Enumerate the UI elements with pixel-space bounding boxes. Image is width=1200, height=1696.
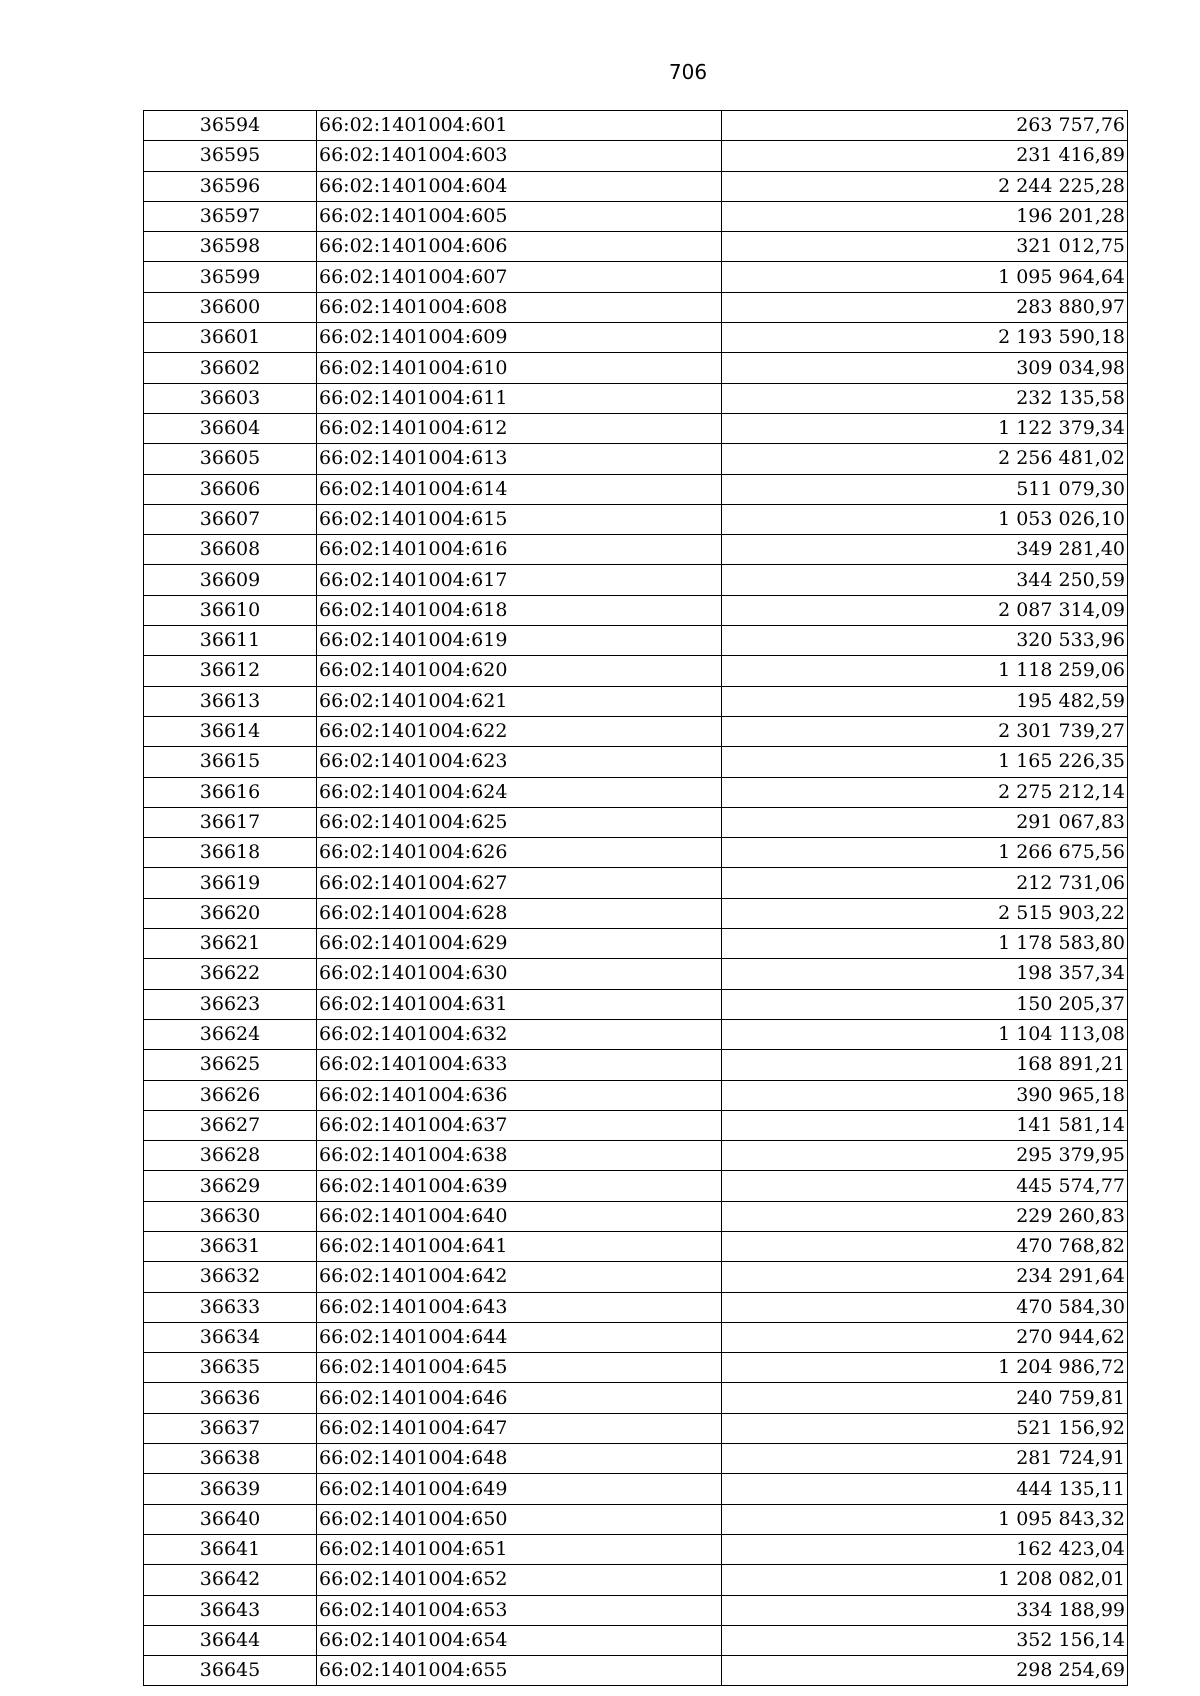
- table-row: [144, 111, 1128, 141]
- cadastral-value-table: [143, 110, 1128, 1686]
- row-number-cell: 36641: [144, 1534, 317, 1564]
- cadastral-value-cell: 344 250,59: [722, 565, 1128, 595]
- row-number-cell: 36635: [144, 1353, 317, 1383]
- cadastral-value-cell: 291 067,83: [722, 807, 1128, 837]
- table-row: [144, 1353, 1128, 1383]
- row-number-cell: 36607: [144, 504, 317, 534]
- table-row: [144, 1534, 1128, 1564]
- cadastral-value-cell: 470 584,30: [722, 1292, 1128, 1322]
- cadastral-number-cell: 66:02:1401004:608: [317, 292, 722, 322]
- table-row: [144, 868, 1128, 898]
- table-row: [144, 292, 1128, 322]
- row-number-cell: 36611: [144, 626, 317, 656]
- cadastral-value-cell: 2 301 739,27: [722, 716, 1128, 746]
- cadastral-number-cell: 66:02:1401004:610: [317, 353, 722, 383]
- cadastral-value-cell: 320 533,96: [722, 626, 1128, 656]
- cadastral-value-cell: 321 012,75: [722, 232, 1128, 262]
- cadastral-value-cell: 240 759,81: [722, 1383, 1128, 1413]
- cadastral-number-cell: 66:02:1401004:612: [317, 413, 722, 443]
- cadastral-number-cell: 66:02:1401004:655: [317, 1656, 722, 1686]
- cadastral-value-cell: 141 581,14: [722, 1110, 1128, 1140]
- table-row: [144, 1625, 1128, 1655]
- cadastral-value-cell: 1 266 675,56: [722, 838, 1128, 868]
- cadastral-number-cell: 66:02:1401004:630: [317, 959, 722, 989]
- row-number-cell: 36640: [144, 1504, 317, 1534]
- cadastral-number-cell: 66:02:1401004:616: [317, 535, 722, 565]
- row-number-cell: 36619: [144, 868, 317, 898]
- row-number-cell: 36603: [144, 383, 317, 413]
- table-row: [144, 1019, 1128, 1049]
- table-row: [144, 1413, 1128, 1443]
- cadastral-number-cell: 66:02:1401004:601: [317, 111, 722, 141]
- row-number-cell: 36604: [144, 413, 317, 443]
- table-row: [144, 1383, 1128, 1413]
- row-number-cell: 36600: [144, 292, 317, 322]
- cadastral-number-cell: 66:02:1401004:644: [317, 1322, 722, 1352]
- row-number-cell: 36605: [144, 444, 317, 474]
- cadastral-number-cell: 66:02:1401004:640: [317, 1201, 722, 1231]
- cadastral-number-cell: 66:02:1401004:646: [317, 1383, 722, 1413]
- table-row: [144, 777, 1128, 807]
- row-number-cell: 36613: [144, 686, 317, 716]
- row-number-cell: 36597: [144, 201, 317, 231]
- cadastral-value-cell: 511 079,30: [722, 474, 1128, 504]
- cadastral-value-cell: 281 724,91: [722, 1444, 1128, 1474]
- cadastral-value-cell: 2 256 481,02: [722, 444, 1128, 474]
- cadastral-number-cell: 66:02:1401004:620: [317, 656, 722, 686]
- cadastral-number-cell: 66:02:1401004:624: [317, 777, 722, 807]
- cadastral-value-cell: 234 291,64: [722, 1262, 1128, 1292]
- cadastral-value-cell: 195 482,59: [722, 686, 1128, 716]
- cadastral-value-cell: 2 087 314,09: [722, 595, 1128, 625]
- cadastral-number-cell: 66:02:1401004:625: [317, 807, 722, 837]
- cadastral-number-cell: 66:02:1401004:627: [317, 868, 722, 898]
- cadastral-number-cell: 66:02:1401004:633: [317, 1050, 722, 1080]
- cadastral-value-cell: 1 165 226,35: [722, 747, 1128, 777]
- row-number-cell: 36632: [144, 1262, 317, 1292]
- cadastral-value-cell: 2 275 212,14: [722, 777, 1128, 807]
- cadastral-value-cell: 1 095 843,32: [722, 1504, 1128, 1534]
- cadastral-value-cell: 283 880,97: [722, 292, 1128, 322]
- row-number-cell: 36629: [144, 1171, 317, 1201]
- table-row: [144, 171, 1128, 201]
- cadastral-value-cell: 198 357,34: [722, 959, 1128, 989]
- table-row: [144, 1201, 1128, 1231]
- cadastral-number-cell: 66:02:1401004:653: [317, 1595, 722, 1625]
- row-number-cell: 36626: [144, 1080, 317, 1110]
- cadastral-value-cell: 1 204 986,72: [722, 1353, 1128, 1383]
- table-row: [144, 1110, 1128, 1140]
- row-number-cell: 36638: [144, 1444, 317, 1474]
- row-number-cell: 36599: [144, 262, 317, 292]
- cadastral-number-cell: 66:02:1401004:626: [317, 838, 722, 868]
- cadastral-number-cell: 66:02:1401004:617: [317, 565, 722, 595]
- cadastral-value-cell: 270 944,62: [722, 1322, 1128, 1352]
- row-number-cell: 36625: [144, 1050, 317, 1080]
- cadastral-value-cell: 232 135,58: [722, 383, 1128, 413]
- cadastral-number-cell: 66:02:1401004:632: [317, 1019, 722, 1049]
- cadastral-value-cell: 445 574,77: [722, 1171, 1128, 1201]
- table-row: [144, 504, 1128, 534]
- cadastral-value-cell: 1 104 113,08: [722, 1019, 1128, 1049]
- cadastral-number-cell: 66:02:1401004:603: [317, 141, 722, 171]
- row-number-cell: 36630: [144, 1201, 317, 1231]
- cadastral-number-cell: 66:02:1401004:650: [317, 1504, 722, 1534]
- page-number: 706: [668, 60, 708, 84]
- table-row: [144, 1444, 1128, 1474]
- table-row: [144, 929, 1128, 959]
- table-row: [144, 989, 1128, 1019]
- table-row: [144, 838, 1128, 868]
- cadastral-value-cell: 298 254,69: [722, 1656, 1128, 1686]
- table-row: [144, 1262, 1128, 1292]
- cadastral-number-cell: 66:02:1401004:636: [317, 1080, 722, 1110]
- row-number-cell: 36601: [144, 323, 317, 353]
- cadastral-number-cell: 66:02:1401004:628: [317, 898, 722, 928]
- table-row: [144, 565, 1128, 595]
- cadastral-number-cell: 66:02:1401004:622: [317, 716, 722, 746]
- table-row: [144, 716, 1128, 746]
- cadastral-value-cell: 470 768,82: [722, 1231, 1128, 1261]
- cadastral-number-cell: 66:02:1401004:654: [317, 1625, 722, 1655]
- row-number-cell: 36637: [144, 1413, 317, 1443]
- cadastral-number-cell: 66:02:1401004:647: [317, 1413, 722, 1443]
- row-number-cell: 36595: [144, 141, 317, 171]
- cadastral-number-cell: 66:02:1401004:631: [317, 989, 722, 1019]
- table-row: [144, 413, 1128, 443]
- row-number-cell: 36645: [144, 1656, 317, 1686]
- table-row: [144, 1474, 1128, 1504]
- row-number-cell: 36602: [144, 353, 317, 383]
- cadastral-value-cell: 521 156,92: [722, 1413, 1128, 1443]
- cadastral-value-cell: 349 281,40: [722, 535, 1128, 565]
- cadastral-number-cell: 66:02:1401004:629: [317, 929, 722, 959]
- cadastral-number-cell: 66:02:1401004:641: [317, 1231, 722, 1261]
- table-row: [144, 747, 1128, 777]
- cadastral-value-cell: 2 193 590,18: [722, 323, 1128, 353]
- row-number-cell: 36642: [144, 1565, 317, 1595]
- table-row: [144, 1595, 1128, 1625]
- row-number-cell: 36623: [144, 989, 317, 1019]
- row-number-cell: 36596: [144, 171, 317, 201]
- table-body: [144, 111, 1128, 1686]
- cadastral-value-cell: 1 053 026,10: [722, 504, 1128, 534]
- cadastral-number-cell: 66:02:1401004:651: [317, 1534, 722, 1564]
- cadastral-value-cell: 1 095 964,64: [722, 262, 1128, 292]
- cadastral-value-cell: 229 260,83: [722, 1201, 1128, 1231]
- table-row: [144, 323, 1128, 353]
- cadastral-number-cell: 66:02:1401004:611: [317, 383, 722, 413]
- row-number-cell: 36631: [144, 1231, 317, 1261]
- table-row: [144, 201, 1128, 231]
- table-row: [144, 141, 1128, 171]
- cadastral-value-cell: 150 205,37: [722, 989, 1128, 1019]
- table-row: [144, 535, 1128, 565]
- cadastral-number-cell: 66:02:1401004:614: [317, 474, 722, 504]
- table-row: [144, 686, 1128, 716]
- row-number-cell: 36598: [144, 232, 317, 262]
- cadastral-value-cell: 444 135,11: [722, 1474, 1128, 1504]
- row-number-cell: 36615: [144, 747, 317, 777]
- row-number-cell: 36609: [144, 565, 317, 595]
- table-row: [144, 959, 1128, 989]
- cadastral-number-cell: 66:02:1401004:604: [317, 171, 722, 201]
- cadastral-number-cell: 66:02:1401004:642: [317, 1262, 722, 1292]
- row-number-cell: 36624: [144, 1019, 317, 1049]
- table-row: [144, 1322, 1128, 1352]
- cadastral-number-cell: 66:02:1401004:652: [317, 1565, 722, 1595]
- table-row: [144, 444, 1128, 474]
- table-row: [144, 807, 1128, 837]
- cadastral-value-cell: 352 156,14: [722, 1625, 1128, 1655]
- cadastral-number-cell: 66:02:1401004:607: [317, 262, 722, 292]
- table-row: [144, 1504, 1128, 1534]
- cadastral-value-cell: 1 178 583,80: [722, 929, 1128, 959]
- cadastral-value-cell: 162 423,04: [722, 1534, 1128, 1564]
- cadastral-number-cell: 66:02:1401004:605: [317, 201, 722, 231]
- cadastral-number-cell: 66:02:1401004:621: [317, 686, 722, 716]
- table-row: [144, 1050, 1128, 1080]
- cadastral-number-cell: 66:02:1401004:637: [317, 1110, 722, 1140]
- row-number-cell: 36636: [144, 1383, 317, 1413]
- table-row: [144, 626, 1128, 656]
- row-number-cell: 36608: [144, 535, 317, 565]
- row-number-cell: 36620: [144, 898, 317, 928]
- cadastral-number-cell: 66:02:1401004:638: [317, 1141, 722, 1171]
- cadastral-value-cell: 263 757,76: [722, 111, 1128, 141]
- row-number-cell: 36617: [144, 807, 317, 837]
- row-number-cell: 36612: [144, 656, 317, 686]
- table-row: [144, 1080, 1128, 1110]
- cadastral-number-cell: 66:02:1401004:613: [317, 444, 722, 474]
- cadastral-value-cell: 295 379,95: [722, 1141, 1128, 1171]
- cadastral-number-cell: 66:02:1401004:639: [317, 1171, 722, 1201]
- cadastral-value-cell: 168 891,21: [722, 1050, 1128, 1080]
- row-number-cell: 36634: [144, 1322, 317, 1352]
- cadastral-number-cell: 66:02:1401004:619: [317, 626, 722, 656]
- cadastral-value-cell: 2 244 225,28: [722, 171, 1128, 201]
- table-row: [144, 1231, 1128, 1261]
- cadastral-value-cell: 2 515 903,22: [722, 898, 1128, 928]
- row-number-cell: 36606: [144, 474, 317, 504]
- cadastral-number-cell: 66:02:1401004:623: [317, 747, 722, 777]
- table-row: [144, 1565, 1128, 1595]
- cadastral-value-cell: 212 731,06: [722, 868, 1128, 898]
- row-number-cell: 36594: [144, 111, 317, 141]
- table-row: [144, 1292, 1128, 1322]
- row-number-cell: 36628: [144, 1141, 317, 1171]
- row-number-cell: 36644: [144, 1625, 317, 1655]
- row-number-cell: 36639: [144, 1474, 317, 1504]
- cadastral-number-cell: 66:02:1401004:618: [317, 595, 722, 625]
- table-row: [144, 383, 1128, 413]
- cadastral-value-cell: 1 208 082,01: [722, 1565, 1128, 1595]
- cadastral-value-cell: 390 965,18: [722, 1080, 1128, 1110]
- cadastral-number-cell: 66:02:1401004:648: [317, 1444, 722, 1474]
- row-number-cell: 36622: [144, 959, 317, 989]
- cadastral-value-cell: 1 118 259,06: [722, 656, 1128, 686]
- table-row: [144, 353, 1128, 383]
- table-row: [144, 1141, 1128, 1171]
- cadastral-value-cell: 196 201,28: [722, 201, 1128, 231]
- table-row: [144, 1656, 1128, 1686]
- cadastral-number-cell: 66:02:1401004:606: [317, 232, 722, 262]
- row-number-cell: 36614: [144, 716, 317, 746]
- row-number-cell: 36616: [144, 777, 317, 807]
- cadastral-number-cell: 66:02:1401004:645: [317, 1353, 722, 1383]
- cadastral-number-cell: 66:02:1401004:649: [317, 1474, 722, 1504]
- table-row: [144, 656, 1128, 686]
- cadastral-number-cell: 66:02:1401004:609: [317, 323, 722, 353]
- table-row: [144, 595, 1128, 625]
- table-row: [144, 262, 1128, 292]
- table-row: [144, 898, 1128, 928]
- cadastral-value-cell: 334 188,99: [722, 1595, 1128, 1625]
- row-number-cell: 36643: [144, 1595, 317, 1625]
- cadastral-value-cell: 1 122 379,34: [722, 413, 1128, 443]
- row-number-cell: 36610: [144, 595, 317, 625]
- table-row: [144, 1171, 1128, 1201]
- cadastral-number-cell: 66:02:1401004:615: [317, 504, 722, 534]
- cadastral-value-cell: 231 416,89: [722, 141, 1128, 171]
- cadastral-number-cell: 66:02:1401004:643: [317, 1292, 722, 1322]
- row-number-cell: 36633: [144, 1292, 317, 1322]
- table-row: [144, 474, 1128, 504]
- row-number-cell: 36618: [144, 838, 317, 868]
- table-row: [144, 232, 1128, 262]
- cadastral-value-cell: 309 034,98: [722, 353, 1128, 383]
- row-number-cell: 36621: [144, 929, 317, 959]
- row-number-cell: 36627: [144, 1110, 317, 1140]
